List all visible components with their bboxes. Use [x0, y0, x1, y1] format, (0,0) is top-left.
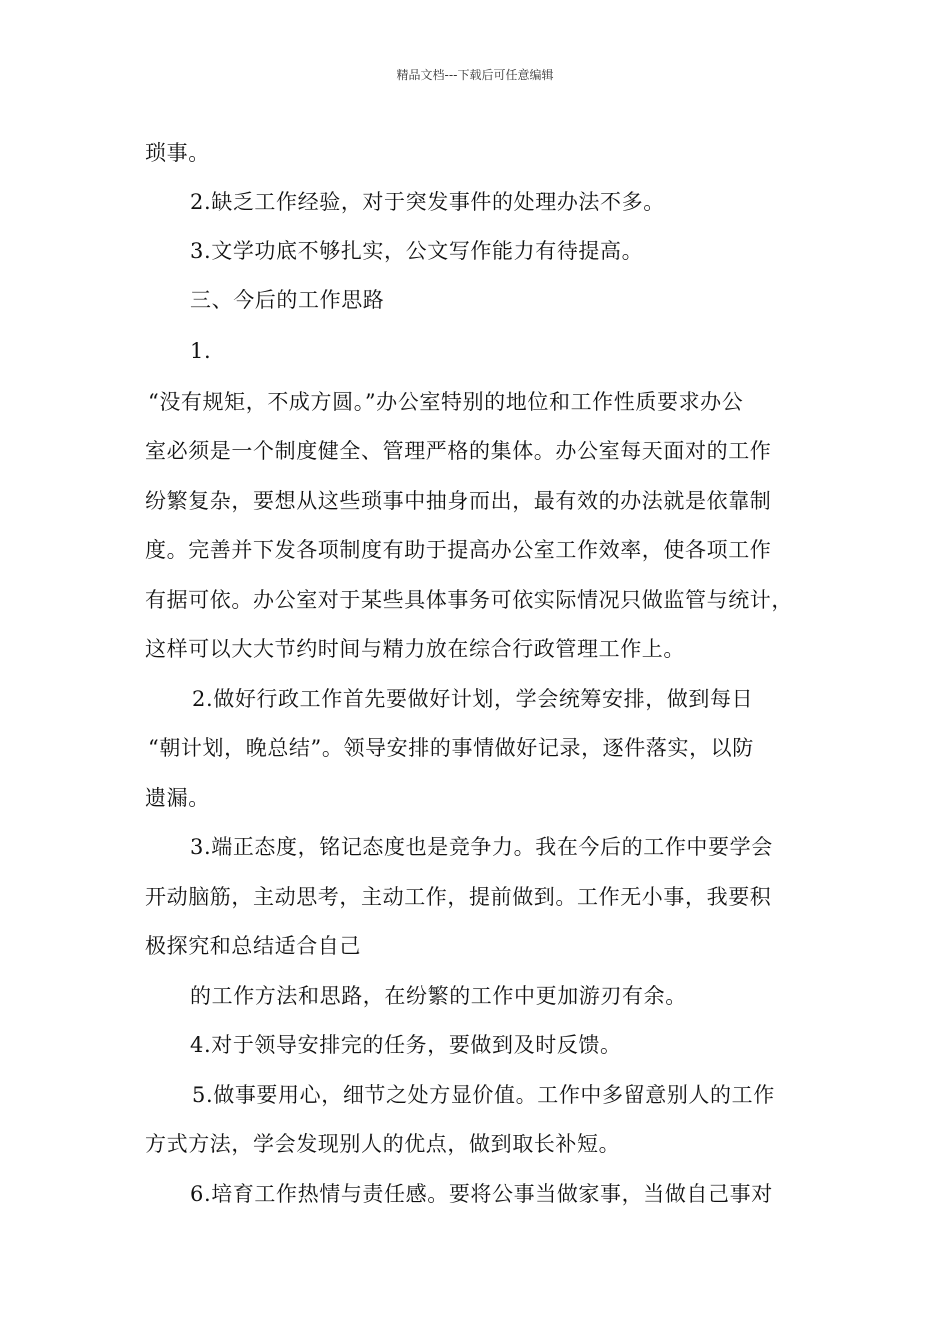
list-item: 1. [190, 339, 212, 363]
list-item: 5.做事要用心，细节之处方显价值。工作中多留意别人的工作 [192, 1083, 775, 1107]
text-line: 度。完善并下发各项制度有助于提高办公室工作效率，使各项工作 [145, 538, 772, 562]
text-line: 有据可依。办公室对于某些具体事务可依实际情况只做监管与统计， [145, 588, 793, 612]
text-line: 方式方法，学会发现别人的优点，做到取长补短。 [145, 1132, 621, 1156]
text-line: 极探究和总结适合自己 [145, 934, 361, 958]
text-line: 开动脑筋，主动思考，主动工作，提前做到。工作无小事，我要积 [145, 885, 772, 909]
list-item: 2.做好行政工作首先要做好计划，学会统筹安排，做到每日 [192, 687, 754, 711]
text-line: 琐事。 [145, 141, 210, 165]
page-header: 精品文档---下载后可任意编辑 [396, 68, 554, 82]
list-item: 4.对于领导安排完的任务，要做到及时反馈。 [190, 1033, 622, 1057]
text-line: 室必须是一个制度健全、管理严格的集体。办公室每天面对的工作 [145, 439, 772, 463]
text-line: 这样可以大大节约时间与精力放在综合行政管理工作上。 [145, 637, 685, 661]
list-item: 3.端正态度，铭记态度也是竞争力。我在今后的工作中要学会 [190, 835, 773, 859]
text-line: “没有规矩，不成方圆。”办公室特别的地位和工作性质要求办公 [148, 390, 744, 414]
list-item: 3.文学功底不够扎实，公文写作能力有待提高。 [190, 239, 644, 263]
text-line: 遗漏。 [145, 786, 210, 810]
text-line: 纷繁复杂，要想从这些琐事中抽身而出，最有效的办法就是依靠制 [145, 489, 772, 513]
list-item: 2.缺乏工作经验，对于突发事件的处理办法不多。 [190, 190, 665, 214]
text-line: “朝计划，晚总结”。领导安排的事情做好记录，逐件落实，以防 [148, 736, 754, 760]
list-item: 6.培育工作热情与责任感。要将公事当做家事，当做自己事对 [190, 1182, 773, 1206]
text-line: 的工作方法和思路，在纷繁的工作中更加游刃有余。 [190, 984, 687, 1008]
section-heading: 三、今后的工作思路 [190, 288, 385, 312]
